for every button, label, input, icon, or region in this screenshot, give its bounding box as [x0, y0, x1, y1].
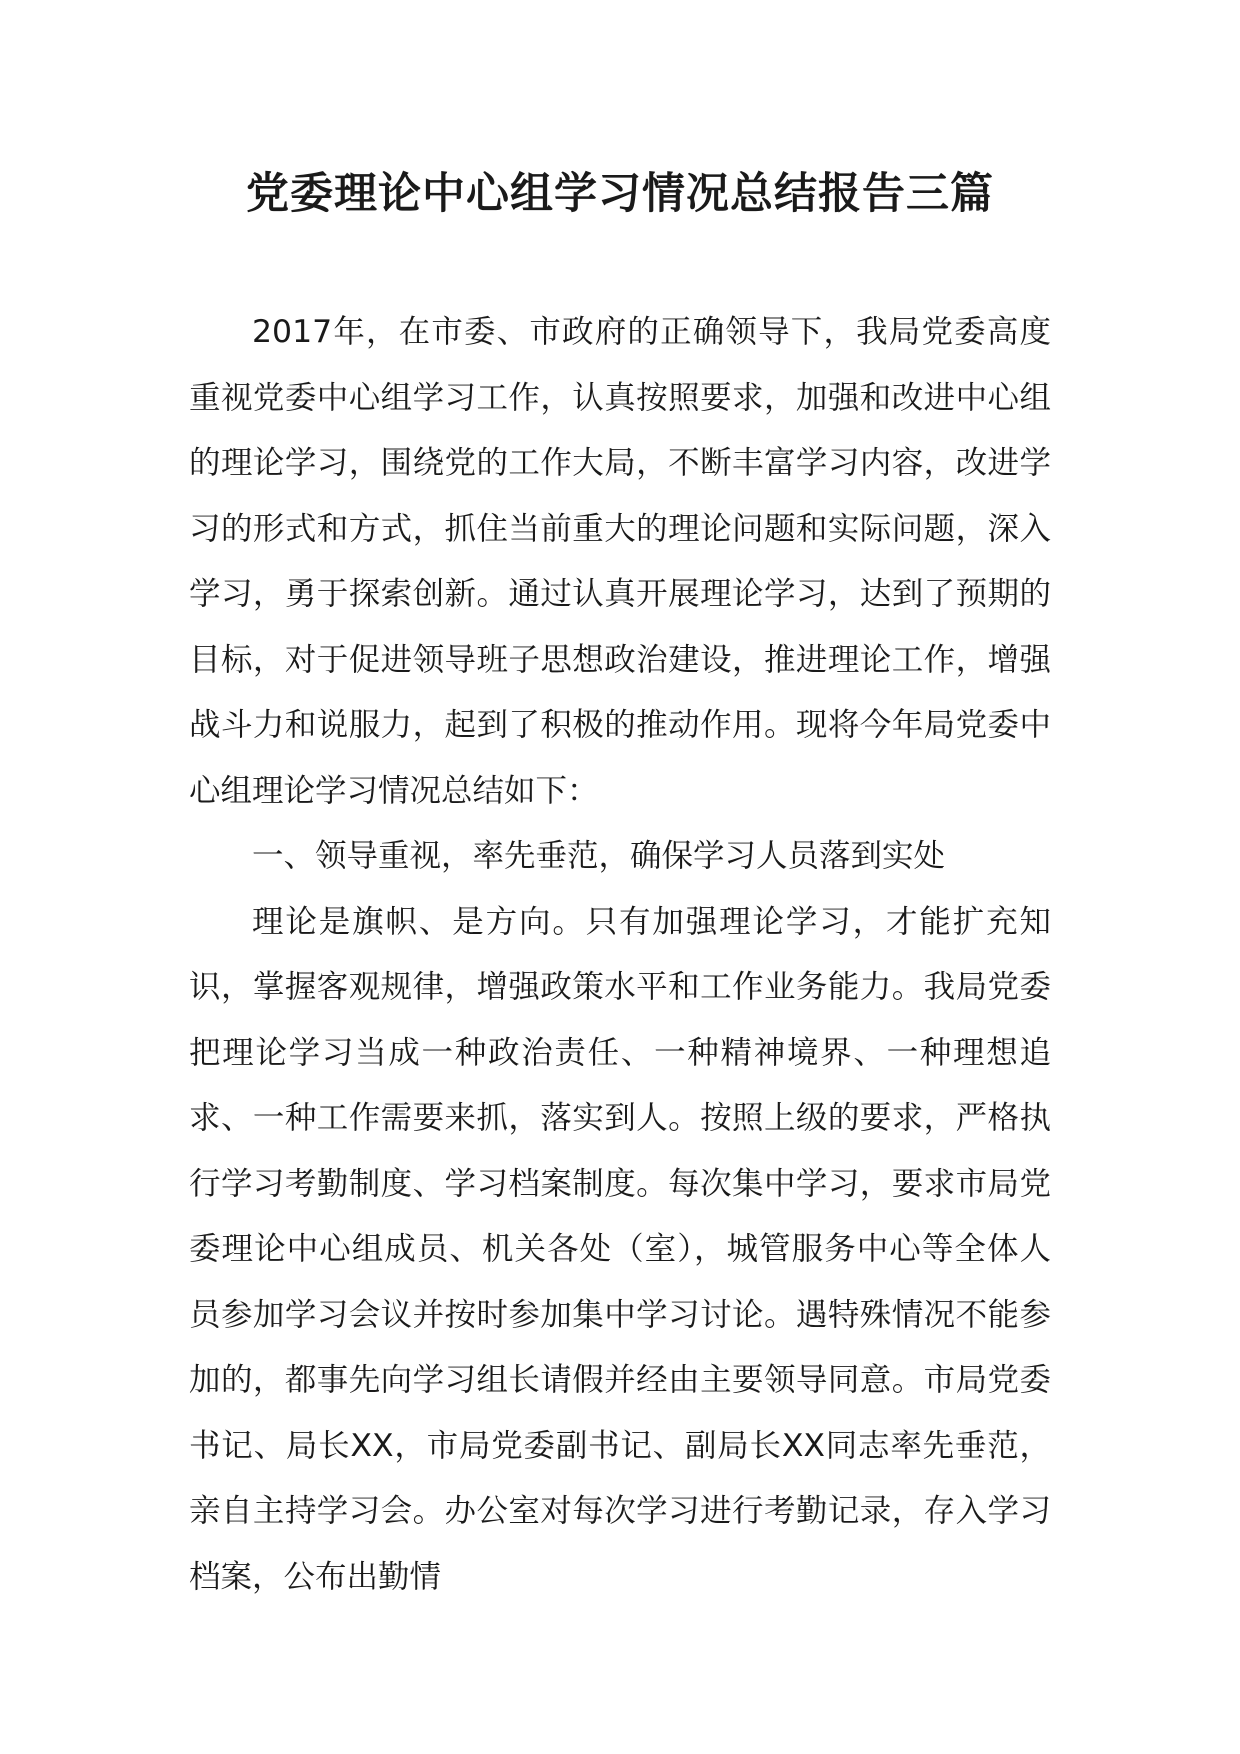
section-heading-1: 一、领导重视，率先垂范，确保学习人员落到实处 — [252, 838, 946, 874]
intro-paragraph: 2017年，在市委、市政府的正确领导下，我局党委高度重视党委中心组学习工作，认真按照要求，加强和改进中心组的理论学习，围绕党的工作大局，不断丰富学习内容，改进学习的形式和方式，抓住当前重大的理论问题和实际问题，深入学习，勇于探索创新。通过认真开展理论学习，达到了预期的目标，对于促进领导班子思想政治建设，推进理论工作，增强战斗力和说服力，起到了积极的推动作用。现将今年局党委中心组理论学习情况总结如下： — [189, 314, 1051, 809]
document-title: 党委理论中心组学习情况总结报告三篇 — [246, 169, 994, 219]
section-1-paragraph: 理论是旗帜、是方向。只有加强理论学习，才能扩充知识，掌握客观规律，增强政策水平和工作业务能力。我局党委把理论学习当成一种政治责任、一种精神境界、一种理想追求、一种工作需要来抓，落实到人。按照上级的要求，严格执行学习考勤制度、学习档案制度。每次集中学习，要求市局党委理论中心组成员、机关各处（室），城管服务中心等全体人员参加学习会议并按时参加集中学习讨论。遇特殊情况不能参加的，都事先向学习组长请假并经由主要领导同意。市局党委书记、局长XX，市局党委副书记、副局长XX同志率先垂范，亲自主持学习会。办公室对每次学习进行考勤记录，存入学习档案，公布出勤情 — [189, 903, 1051, 1595]
document-body — [189, 300, 1051, 1610]
